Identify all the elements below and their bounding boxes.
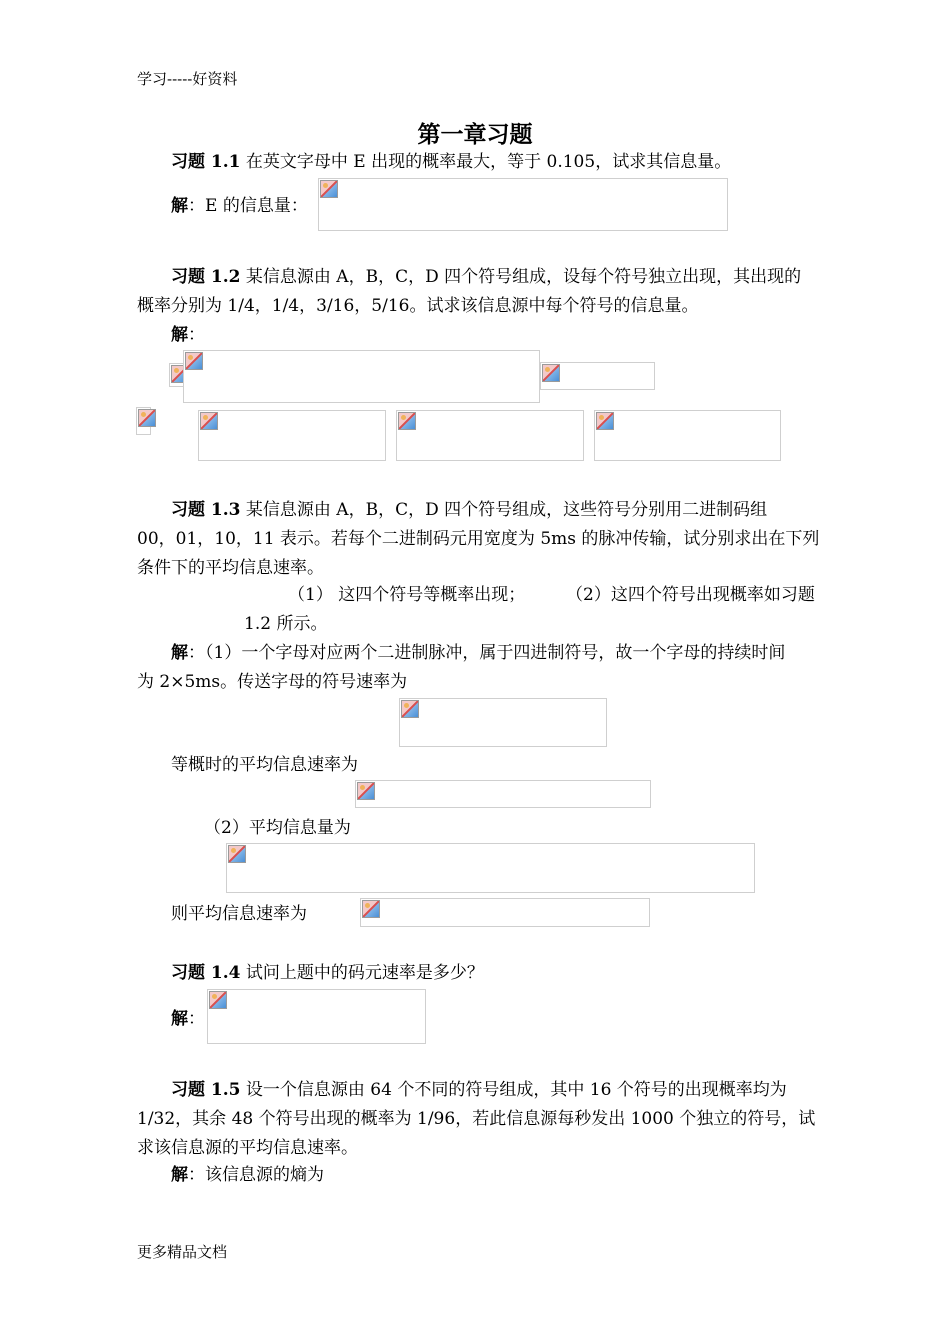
- formula-image: [399, 698, 607, 747]
- problem-label: 习题 1.3: [171, 500, 241, 520]
- solution-1-2: [171, 324, 205, 346]
- problem-text: 试问上题中的码元速率是多少？: [245, 963, 484, 983]
- solution-text: ：（1）一个字母对应两个二进制脉冲，属于四进制符号，故一个字母的持续时间: [188, 643, 786, 663]
- solution-label: 解: [171, 325, 188, 345]
- solution-text: ：E 的信息量：: [188, 196, 308, 216]
- solution-1-4: [171, 1008, 205, 1030]
- problem-1-1: [171, 151, 731, 173]
- solution-text-line: 则平均信息速率为: [171, 904, 307, 924]
- broken-image-icon: [185, 352, 203, 370]
- solution-label: 解: [171, 643, 188, 663]
- solution-colon: ：: [188, 1009, 205, 1029]
- chapter-title: 第一章习题: [417, 122, 533, 148]
- formula-image: [198, 410, 386, 461]
- problem-text: 设一个信息源由 64 个不同的符号组成，其中 16 个符号的出现概率均为: [245, 1080, 787, 1100]
- formula-image: [318, 178, 728, 231]
- page-header-text: 学习-----好资料: [137, 70, 238, 88]
- problem-text-line: 概率分别为 1/4，1/4，3/16，5/16。试求该信息源中每个符号的信息量。: [137, 296, 699, 316]
- broken-image-icon: [320, 180, 338, 198]
- broken-image-icon: [542, 364, 560, 382]
- formula-image: [540, 362, 655, 390]
- problem-text: 某信息源由 A，B，C，D 四个符号组成，设每个符号独立出现，其出现的: [245, 267, 802, 287]
- broken-image-icon: [357, 782, 375, 800]
- solution-1-3: [171, 642, 785, 664]
- problem-text: 在英文字母中 E 出现的概率最大，等于 0.105，试求其信息量。: [245, 152, 732, 172]
- solution-text-line: 等概时的平均信息速率为: [171, 755, 358, 775]
- broken-image-icon: [209, 991, 227, 1009]
- broken-image-icon: [138, 409, 156, 427]
- problem-1-3: [171, 499, 767, 521]
- solution-label: 解: [171, 1009, 188, 1029]
- page-footer-text: 更多精品文档: [137, 1243, 228, 1261]
- condition-2: （2）这四个符号出现概率如习题: [566, 585, 815, 605]
- broken-image-icon: [200, 412, 218, 430]
- condition-2-cont: 1.2 所示。: [244, 614, 328, 634]
- broken-image-icon: [398, 412, 416, 430]
- problem-1-5: [171, 1079, 787, 1101]
- formula-image: [396, 410, 584, 461]
- solution-label: 解: [171, 1165, 188, 1185]
- solution-text: ：该信息源的熵为: [188, 1165, 324, 1185]
- solution-text-line: 为 2×5ms。传送字母的符号速率为: [137, 672, 408, 692]
- broken-image-icon: [362, 900, 380, 918]
- problem-1-2: [171, 266, 801, 288]
- solution-label: 解: [171, 196, 188, 216]
- broken-image-icon: [401, 700, 419, 718]
- formula-image: [360, 898, 650, 927]
- formula-image: [207, 989, 426, 1044]
- solution-text-line: （2）平均信息量为: [204, 818, 351, 838]
- formula-image: [355, 780, 651, 808]
- formula-image: [183, 350, 540, 403]
- solution-1-5: [171, 1164, 324, 1186]
- problem-label: 习题 1.4: [171, 963, 241, 983]
- problem-text-line: 条件下的平均信息速率。: [137, 558, 324, 578]
- problem-label: 习题 1.5: [171, 1080, 241, 1100]
- broken-image-icon: [228, 845, 246, 863]
- problem-1-4: [171, 962, 484, 984]
- problem-label: 习题 1.2: [171, 267, 241, 287]
- problem-text-line: 1/32，其余 48 个符号出现的概率为 1/96，若此信息源每秒发出 1000 个独立的符号，试: [137, 1109, 816, 1129]
- solution-1-1: [171, 195, 308, 217]
- formula-image: [594, 410, 781, 461]
- problem-label: 习题 1.1: [171, 152, 241, 172]
- problem-text: 某信息源由 A，B，C，D 四个符号组成，这些符号分别用二进制码组: [245, 500, 768, 520]
- solution-colon: ：: [188, 325, 205, 345]
- broken-image-icon: [596, 412, 614, 430]
- formula-image: [226, 843, 755, 893]
- problem-text-line: 00，01，10，11 表示。若每个二进制码元用宽度为 5ms 的脉冲传输，试分别求出在下列: [137, 529, 820, 549]
- problem-text-line: 求该信息源的平均信息速率。: [137, 1138, 358, 1158]
- condition-1: （1） 这四个符号等概率出现；: [288, 585, 526, 605]
- formula-image: [136, 407, 151, 435]
